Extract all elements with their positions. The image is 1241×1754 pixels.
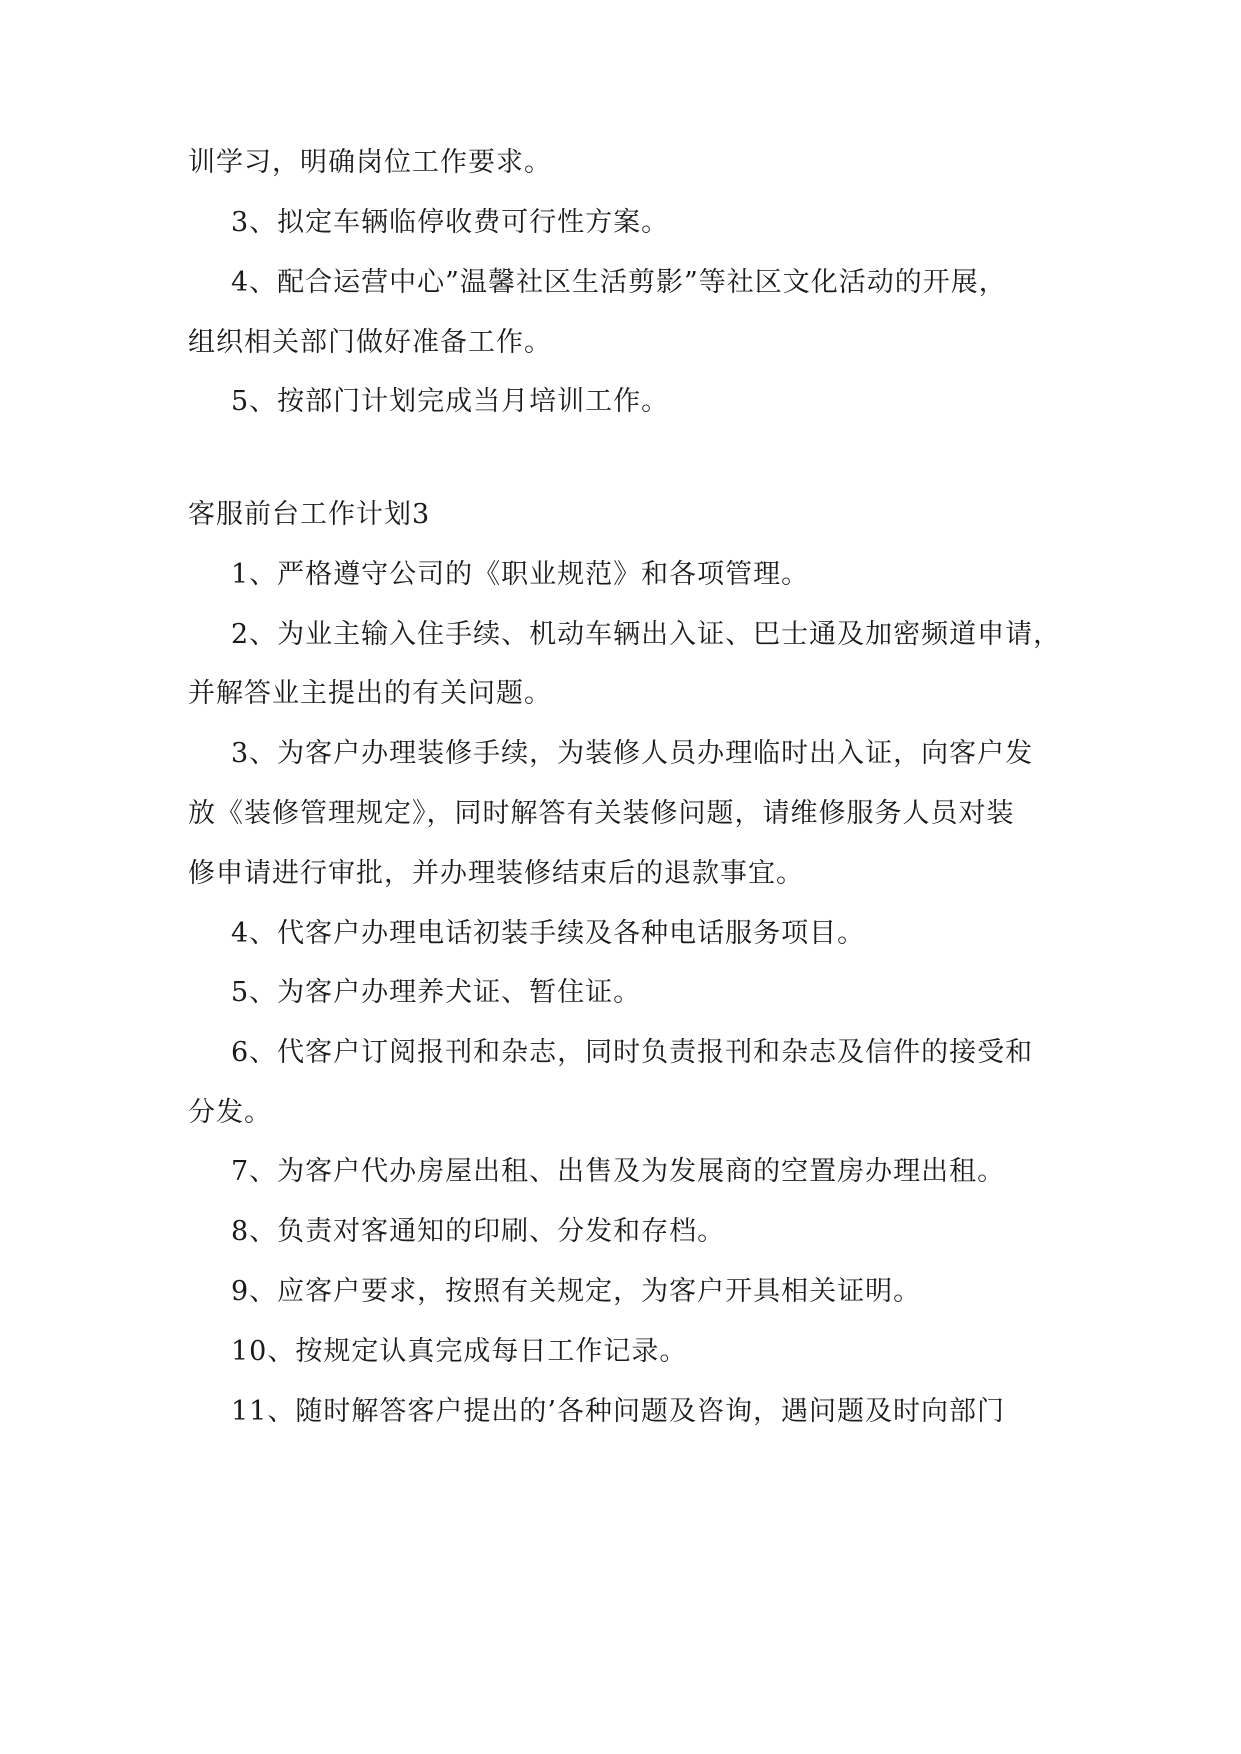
text-line: 分发。 [188,1097,272,1128]
text-line: 放《装修管理规定》，同时解答有关装修问题，请维修服务人员对装 [188,798,1015,829]
list-item: 1、严格遵守公司的《职业规范》和各项管理。 [231,559,810,590]
list-item: 4、代客户办理电话初装手续及各种电话服务项目。 [231,918,866,949]
list-item: 3、为客户办理装修手续，为装修人员办理临时出入证，向客户发 [231,738,1034,769]
list-item: 2、为业主输入住手续、机动车辆出入证、巴士通及加密频道申请， [231,619,1062,650]
text-line: 修申请进行审批，并办理装修结束后的退款事宜。 [188,858,804,889]
list-item: 5、为客户办理养犬证、暂住证。 [231,977,642,1008]
list-item: 7、为客户代办房屋出租、出售及为发展商的空置房办理出租。 [231,1156,1006,1187]
list-item: 5、按部门计划完成当月培训工作。 [231,386,670,417]
text-line: 并解答业主提出的有关问题。 [188,678,552,709]
list-item: 3、拟定车辆临停收费可行性方案。 [231,207,670,238]
list-item: 10、按规定认真完成每日工作记录。 [231,1336,688,1367]
list-item: 11、随时解答客户提出的’各种问题及咨询，遇问题及时向部门 [231,1396,1005,1427]
text-line: 组织相关部门做好准备工作。 [188,327,552,358]
list-item: 4、配合运营中心”温馨社区生活剪影”等社区文化活动的开展， [231,267,1007,298]
list-item: 9、应客户要求，按照有关规定，为客户开具相关证明。 [231,1276,922,1307]
text-line: 训学习，明确岗位工作要求。 [188,147,552,178]
list-item: 6、代客户订阅报刊和杂志，同时负责报刊和杂志及信件的接受和 [231,1037,1034,1068]
list-item: 8、负责对客通知的印刷、分发和存档。 [231,1216,726,1247]
section-heading: 客服前台工作计划3 [188,499,431,530]
